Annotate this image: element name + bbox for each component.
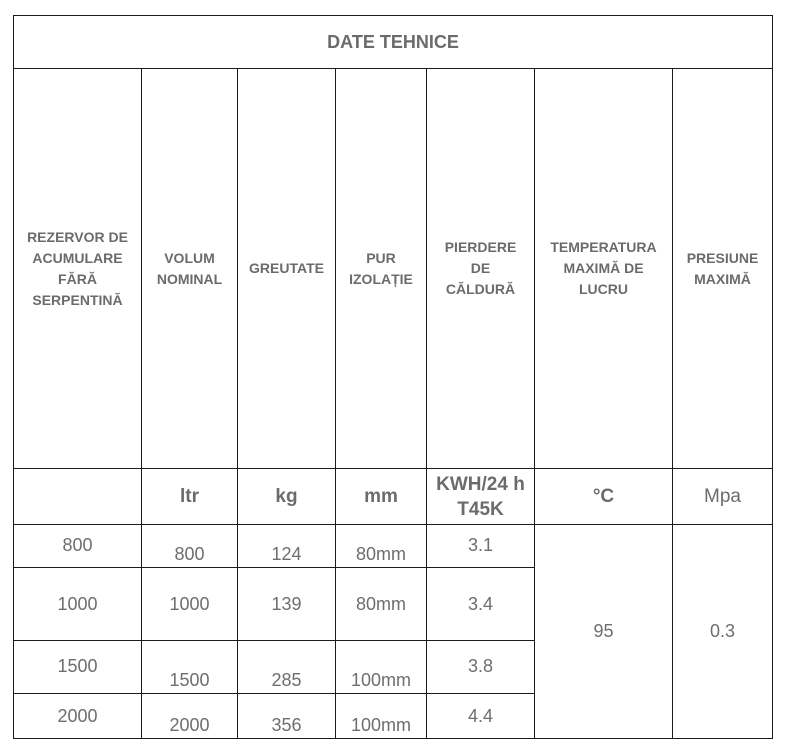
unit-weight: kg: [275, 486, 298, 507]
header-max-pressure: PRESIUNE MAXIMĂ: [686, 249, 759, 287]
header-nominal-volume: VOLUM NOMINAL: [156, 249, 223, 287]
row-1000-insulation: 80mm: [355, 593, 406, 614]
unit-tank-type: [14, 469, 141, 524]
row-800-insulation: 80mm: [355, 544, 406, 564]
row-2000-volume: 2000: [169, 715, 210, 735]
unit-pressure: Mpa: [704, 486, 741, 507]
row-1500-weight: 285: [271, 670, 302, 690]
header-tank-type: REZERVOR DE ACUMULARE FĂRĂ SERPENTINĂ: [27, 228, 128, 308]
row-1500-heat-loss: 3.8: [467, 656, 494, 676]
unit-temperature: °C: [592, 486, 615, 507]
row-800-heat-loss: 3.1: [467, 535, 494, 555]
row-1500-model: 1500: [57, 656, 98, 676]
row-1000-volume: 1000: [169, 593, 210, 614]
row-800-volume: 800: [174, 544, 205, 564]
row-1500-volume: 1500: [169, 670, 210, 690]
row-800-weight: 124: [271, 544, 302, 564]
technical-data-table: [13, 15, 773, 739]
max-pressure-value: 0.3: [709, 621, 736, 641]
row-800-model: 800: [62, 535, 93, 555]
row-1000-model: 1000: [57, 593, 98, 614]
row-2000-insulation: 100mm: [350, 715, 412, 735]
header-weight: GREUTATE: [249, 260, 324, 276]
row-2000-heat-loss: 4.4: [467, 706, 494, 726]
row-2000-weight: 356: [271, 715, 302, 735]
header-max-working-temperature: TEMPERATURA MAXIMĂ DE LUCRU: [550, 239, 657, 297]
max-temperature-value: 95: [593, 621, 614, 641]
header-pur-insulation: PUR IZOLAȚIE: [349, 249, 413, 287]
row-1000-heat-loss: 3.4: [467, 593, 494, 614]
unit-volume: ltr: [180, 486, 199, 507]
row-1500-insulation: 100mm: [350, 670, 412, 690]
row-2000-model: 2000: [57, 706, 98, 726]
header-heat-loss: PIERDERE DE CĂLDURĂ: [444, 239, 517, 297]
unit-insulation: mm: [364, 486, 398, 507]
row-1000-weight: 139: [271, 593, 302, 614]
table-title: DATE TEHNICE: [327, 31, 459, 52]
unit-heat-loss: KWH/24 h T45K: [436, 473, 525, 520]
